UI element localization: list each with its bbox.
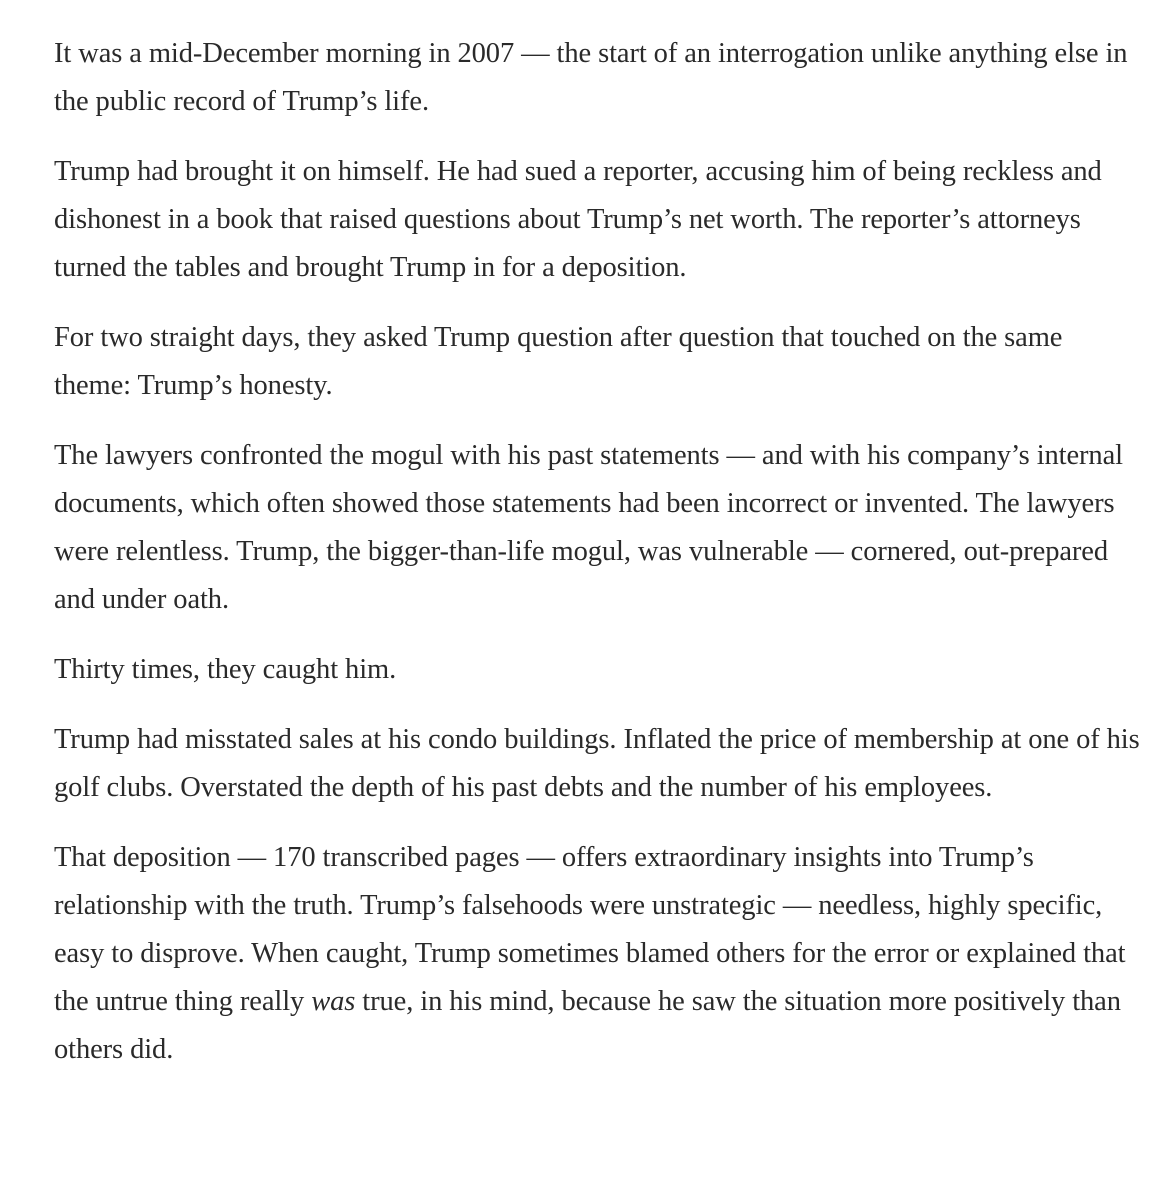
paragraph-7-text-before: That deposition — 170 transcribed pages — offers extraordinary insights into Trump’s relationship with the truth. Trump’s falsehoods were unstrategic — needless, highly specific, easy to disprove. When caught, Trump sometimes blamed others for the error or explained that the untrue thing really bbox=[54, 842, 1126, 1017]
paragraph-7 bbox=[54, 834, 1144, 1074]
paragraph-2: Trump had brought it on himself. He had sued a reporter, accusing him of being reckless and dishonest in a book that raised questions about Trump’s net worth. The reporter’s attorneys turned the tables and brought Trump in for a deposition. bbox=[54, 156, 1102, 283]
paragraph-3: For two straight days, they asked Trump question after question that touched on the same theme: Trump’s honesty. bbox=[54, 322, 1063, 401]
article-body bbox=[54, 30, 1144, 1096]
paragraph-7-text-after: true, in his mind, because he saw the situation more positively than others did. bbox=[54, 986, 1121, 1065]
paragraph-7-emphasis: was bbox=[311, 986, 356, 1017]
paragraph-4: The lawyers confronted the mogul with his past statements — and with his company’s internal documents, which often showed those statements had been incorrect or invented. The lawyers were relentless. Trump, the bigger-than-life mogul, was vulnerable — cornered, out-prepared and under oath. bbox=[54, 440, 1123, 615]
paragraph-1: It was a mid-December morning in 2007 — the start of an interrogation unlike anything else in the public record of Trump’s life. bbox=[54, 38, 1128, 117]
paragraph-5: Thirty times, they caught him. bbox=[54, 654, 397, 685]
paragraph-6: Trump had misstated sales at his condo buildings. Inflated the price of membership at one of his golf clubs. Overstated the depth of his past debts and the number of his employees. bbox=[54, 724, 1140, 803]
